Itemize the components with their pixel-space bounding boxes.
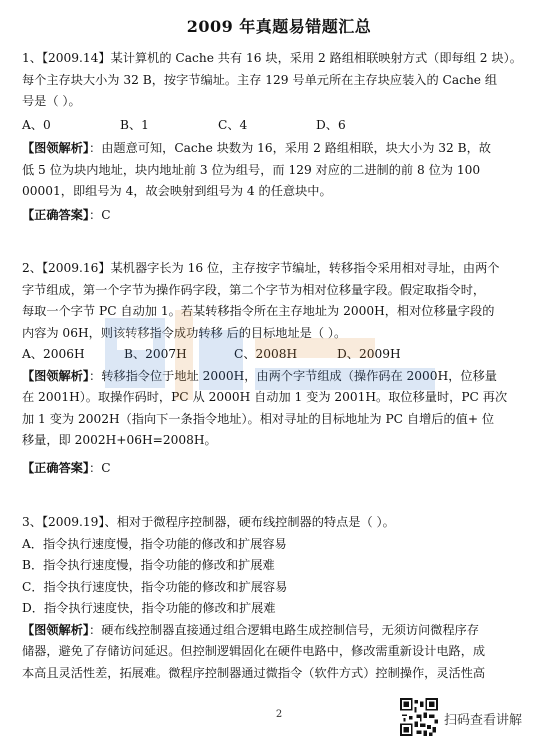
option-c: C．指令执行速度快，指令功能的修改和扩展容易 [22,579,288,594]
analysis-line [22,138,534,160]
analysis-line [22,620,534,642]
analysis-text: ：硬布线控制器直接通过组合逻辑电路生成控制信号，无须访问微程序存 [89,622,480,637]
analysis-line: 在 2001H）。取操作码时，PC 从 2000H 自动加 1 变为 2001H。取位移量时，PC 再次 [22,390,508,404]
option-d: D、6 [316,117,346,132]
analysis-line: 00001，即组号为 4，故会映射到组号为 4 的任意块中。 [22,184,332,198]
option-a: A、2006H [22,347,85,361]
answer-line [22,458,534,480]
options-row [22,344,534,366]
option-b: B、2007H [124,347,187,361]
question-text-line: 每个主存块大小为 32 B，按字节编址。主存 129 号单元所在主存块应装入的 Cache 组 [22,72,498,87]
question-text-line: 字节组成，第一个字节为操作码字段，第二个字节为相对位移量字段。假定取指令时， [22,282,486,297]
option-c: C、2008H [234,347,298,361]
analysis-label: 【图领解析】 [22,622,90,637]
option-a: A．指令执行速度慢，指令功能的修改和扩展容易 [22,536,287,551]
page-title: 2009 年真题易错题汇总 [186,17,372,36]
analysis-line: 储器，避免了存储访问延迟。但控制逻辑固化在硬件电路中，修改需重新设计电路，成 [22,644,486,658]
qr-code-icon[interactable] [400,698,438,736]
option-d: D、2009H [337,347,401,361]
question-text-line: 2、【2009.16】某机器字长为 16 位，主存按字节编址，转移指令采用相对寻址，由两个 [22,261,500,275]
question-text-line: 3、【2009.19】、相对于微程序控制器，硬布线控制器的特点是（ ）。 [22,515,395,529]
question-text-line: 号是（ ）。 [22,94,81,108]
question-text-line: 内容为 06H，则该转移指令成功转移 后的目标地址是（ ）。 [22,325,347,340]
options-row [22,115,534,137]
answer-label: 【正确答案】 [22,207,90,222]
question-text-line: 1、【2009.14】某计算机的 Cache 共有 16 块，采用 2 路组相联映射方式（即每组 2 块）。 [22,51,522,65]
analysis-label: 【图领解析】 [22,368,90,383]
option-b: B．指令执行速度慢，指令功能的修改和扩展难 [22,558,275,572]
option-c: C、4 [218,117,248,132]
answer-line [22,205,534,227]
analysis-line: 低 5 位为块内地址，块内地址前 3 位为组号，而 129 对应的二进制的前 8 位为 100 [22,162,481,177]
analysis-line: 移量，即 2002H+06H=2008H。 [22,433,217,447]
question-3 [22,512,534,684]
analysis-text: ：由题意可知，Cache 块数为 16，采用 2 路组相联，块大小为 32 B，故 [89,141,491,155]
analysis-text: ：转移指令位于地址 2000H，由两个字节组成（操作码在 2000H，位移量 [89,368,497,383]
analysis-line [22,366,534,388]
question-2 [22,258,534,479]
answer-label: 【正确答案】 [22,460,90,475]
option-b: B、1 [120,117,149,132]
option-a: A、0 [22,117,51,132]
scan-hint-text: 扫码查看讲解 [444,713,523,728]
answer-text: ：C [89,460,111,475]
question-text-line: 每取一个字节 PC 自动加 1。若某转移指令所在主存地址为 2000H，相对位移量字段的 [22,304,495,318]
answer-text: ：C [89,207,111,222]
analysis-line: 本高且灵活性差，拓展难。微程序控制器通过微指令（软件方式）控制操作，灵活性高 [22,665,486,680]
page-number: 2 [275,709,283,720]
analysis-line: 加 1 变为 2002H（指向下一条指令地址）。相对寻址的目标地址为 PC 自增后的值+ 位 [22,411,495,426]
question-1 [22,48,534,226]
option-d: D．指令执行速度快，指令功能的修改和扩展难 [22,601,276,615]
analysis-label: 【图领解析】 [22,141,90,155]
